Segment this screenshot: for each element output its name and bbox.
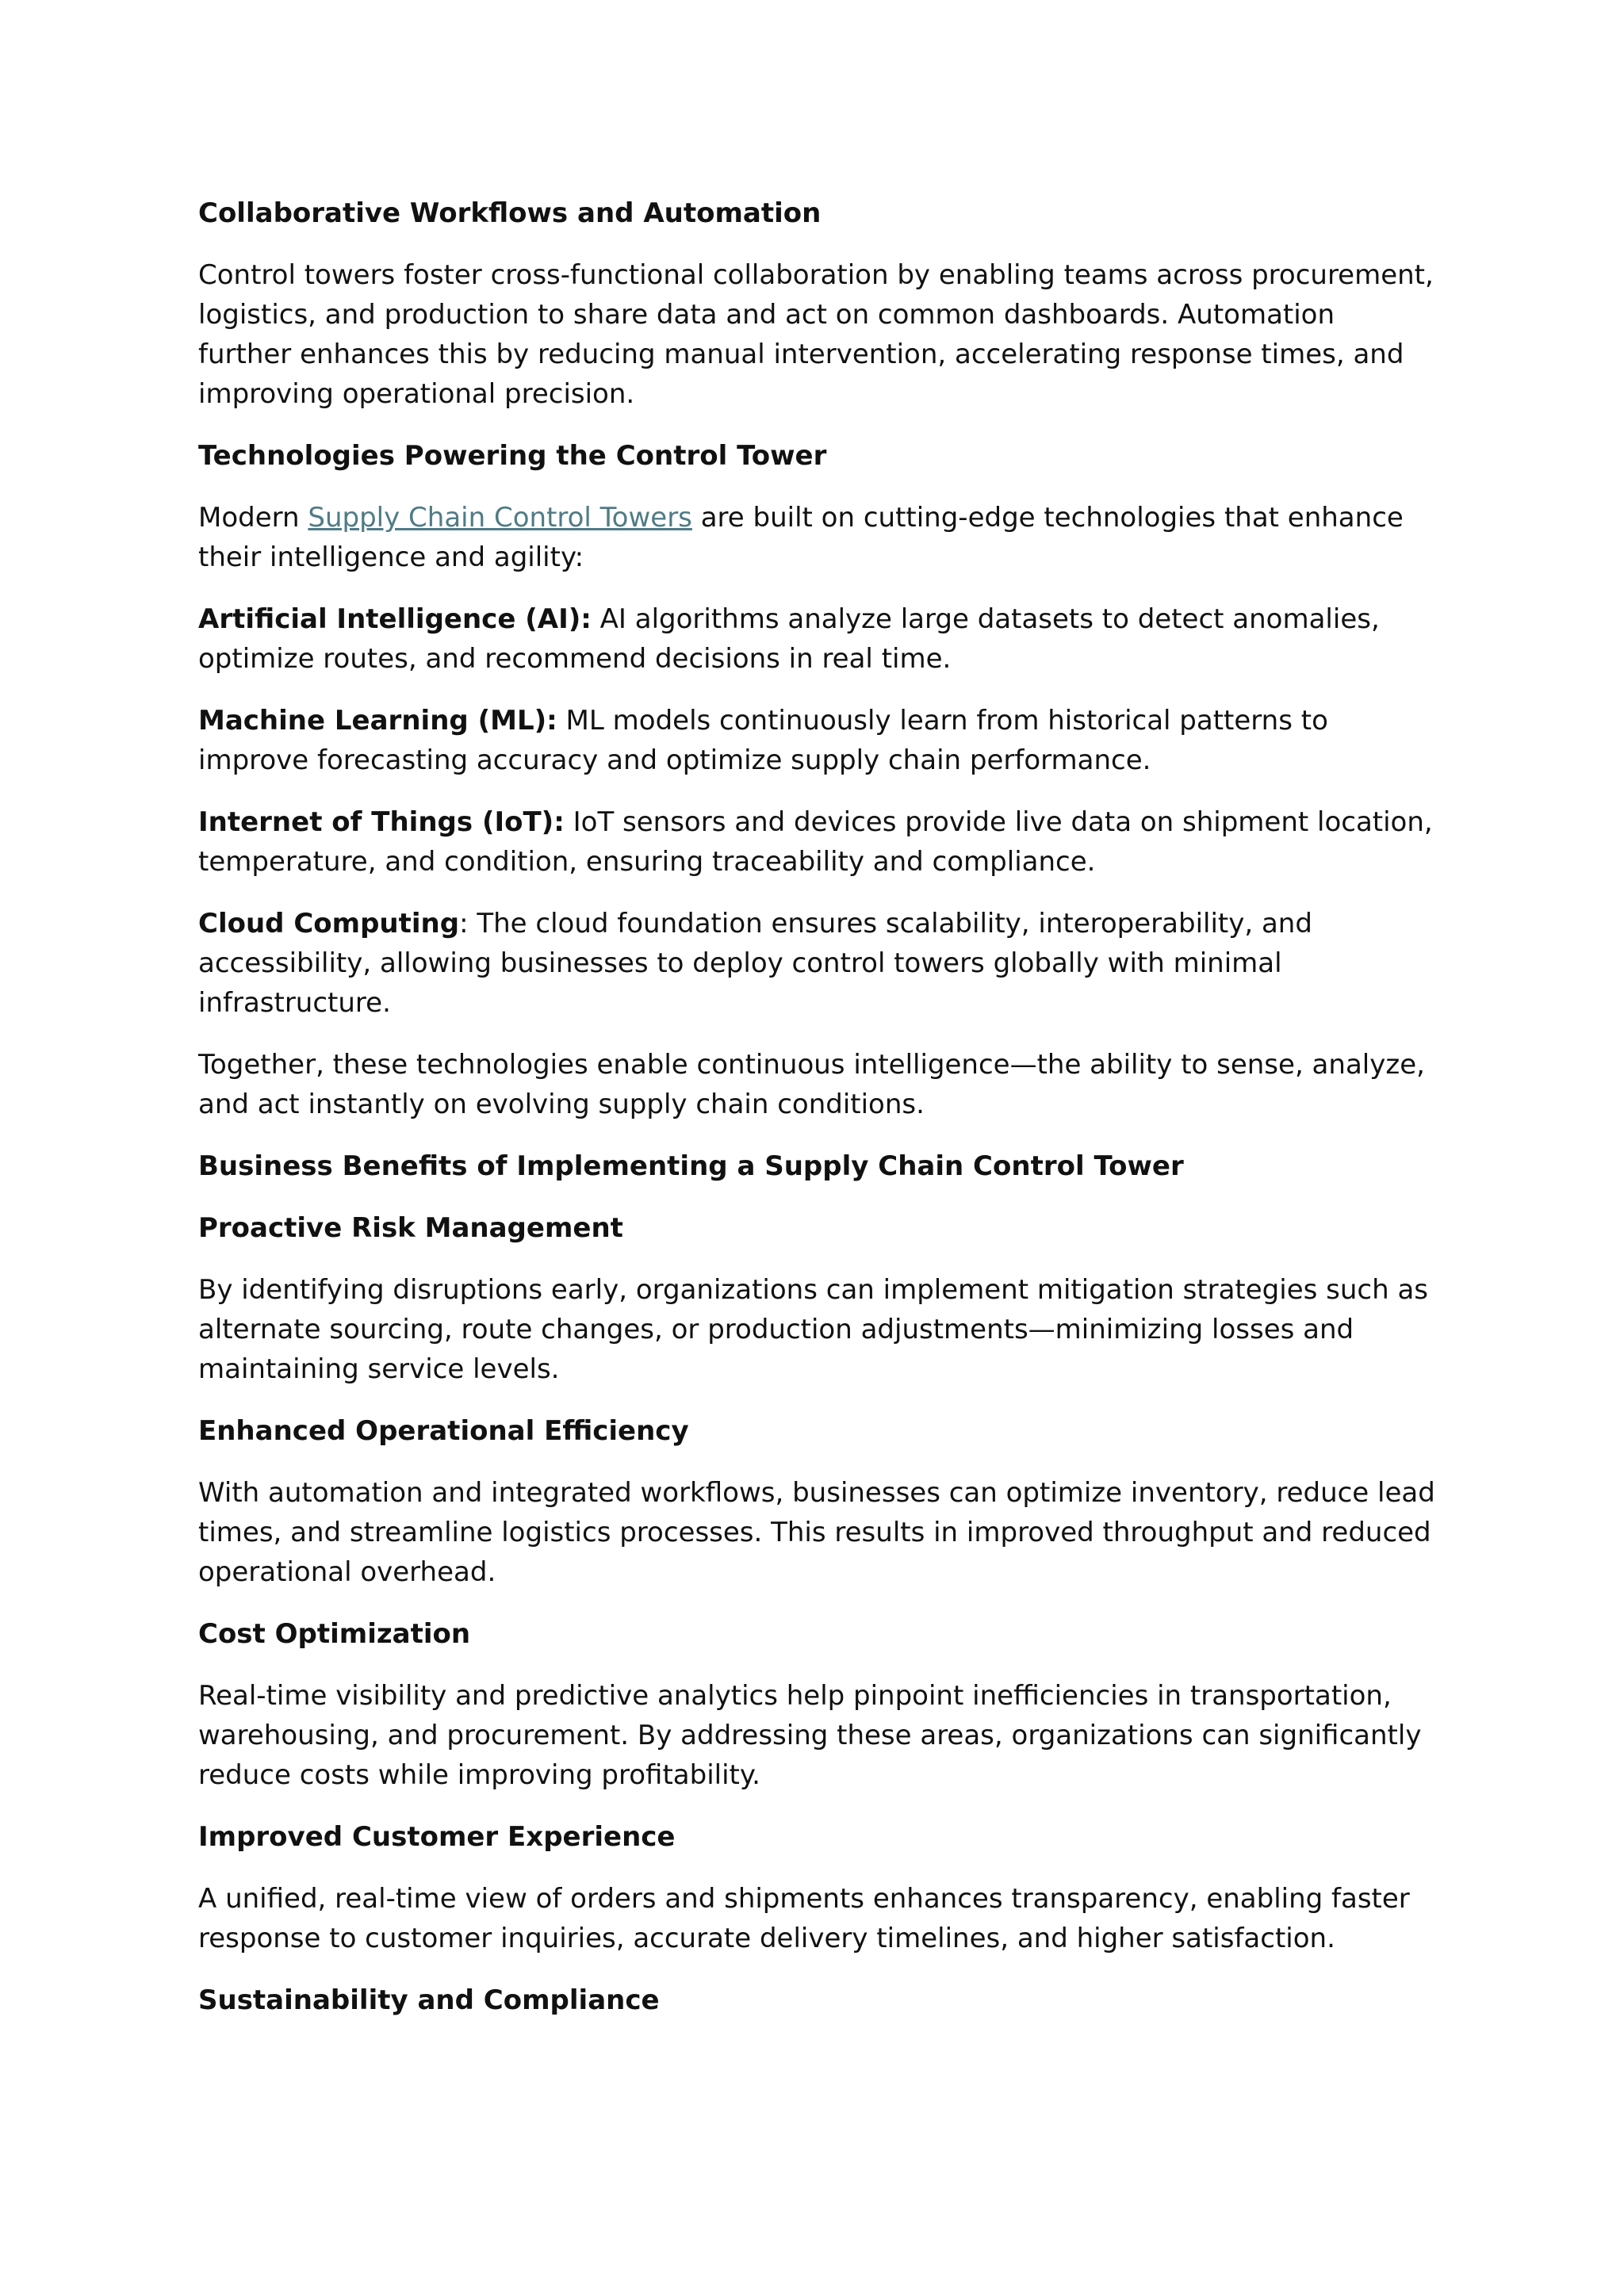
ml-label: Machine Learning (ML): bbox=[198, 705, 557, 737]
ml-text: ML models continuously learn from historical patterns to improve forecasting accuracy and optimize supply chain performance. bbox=[198, 705, 1328, 776]
heading-risk-management: Proactive Risk Management bbox=[198, 1212, 623, 1244]
heading-technologies: Technologies Powering the Control Tower bbox=[198, 440, 827, 472]
heading-business-benefits: Business Benefits of Implementing a Supply Chain Control Tower bbox=[198, 1150, 1184, 1182]
paragraph-customer-experience: A unified, real-time view of orders and shipments enhances transparency, enabling faster response to customer inquiries, accurate delivery timelines, and higher satisfaction. bbox=[198, 1883, 1410, 1954]
paragraph-ai bbox=[198, 599, 1435, 679]
supply-chain-control-towers-link[interactable]: Supply Chain Control Towers bbox=[308, 502, 692, 534]
paragraph-operational-efficiency: With automation and integrated workflows, businesses can optimize inventory, reduce lead times, and streamline logistics processes. This results in improved throughput and reduced operational overhead. bbox=[198, 1477, 1435, 1588]
heading-customer-experience: Improved Customer Experience bbox=[198, 1821, 676, 1853]
heading-sustainability: Sustainability and Compliance bbox=[198, 1984, 660, 2016]
heading-operational-efficiency: Enhanced Operational Efficiency bbox=[198, 1415, 689, 1447]
paragraph-cost-optimization: Real-time visibility and predictive analytics help pinpoint inefficiencies in transportation, warehousing, and procurement. By addressing these areas, organizations can significantly reduce costs while improving profitability. bbox=[198, 1680, 1422, 1791]
cloud-text: : The cloud foundation ensures scalability, interoperability, and accessibility, allowing businesses to deploy control towers globally with minimal infrastructure. bbox=[198, 908, 1312, 1019]
paragraph-modern-control-towers bbox=[198, 498, 1435, 577]
paragraph-together: Together, these technologies enable continuous intelligence—the ability to sense, analyze, and act instantly on evolving supply chain conditions. bbox=[198, 1049, 1425, 1120]
cloud-label: Cloud Computing bbox=[198, 908, 460, 939]
paragraph-cloud bbox=[198, 904, 1435, 1023]
iot-label: Internet of Things (IoT): bbox=[198, 806, 565, 838]
document-page bbox=[198, 193, 1435, 2042]
modern-suffix: are built on cutting-edge technologies that enhance their intelligence and agility: bbox=[198, 502, 1404, 573]
ai-text: AI algorithms analyze large datasets to detect anomalies, optimize routes, and recommend decisions in real time. bbox=[198, 603, 1380, 675]
paragraph-risk-management: By identifying disruptions early, organizations can implement mitigation strategies such as alternate sourcing, route changes, or production adjustments—minimizing losses and maintaining service levels. bbox=[198, 1274, 1429, 1385]
ai-label: Artificial Intelligence (AI): bbox=[198, 603, 592, 635]
paragraph-iot bbox=[198, 802, 1435, 882]
heading-cost-optimization: Cost Optimization bbox=[198, 1618, 471, 1650]
paragraph-collaboration: Control towers foster cross-functional collaboration by enabling teams across procurement, logistics, and production to share data and act on common dashboards. Automation further enhances this by reducing manual intervention, accelerating response times, and improving operational precision. bbox=[198, 259, 1434, 410]
iot-text: IoT sensors and devices provide live data on shipment location, temperature, and condition, ensuring traceability and compliance. bbox=[198, 806, 1433, 878]
heading-collaborative-workflows: Collaborative Workflows and Automation bbox=[198, 197, 822, 229]
modern-prefix: Modern bbox=[198, 502, 308, 534]
paragraph-ml bbox=[198, 701, 1435, 780]
